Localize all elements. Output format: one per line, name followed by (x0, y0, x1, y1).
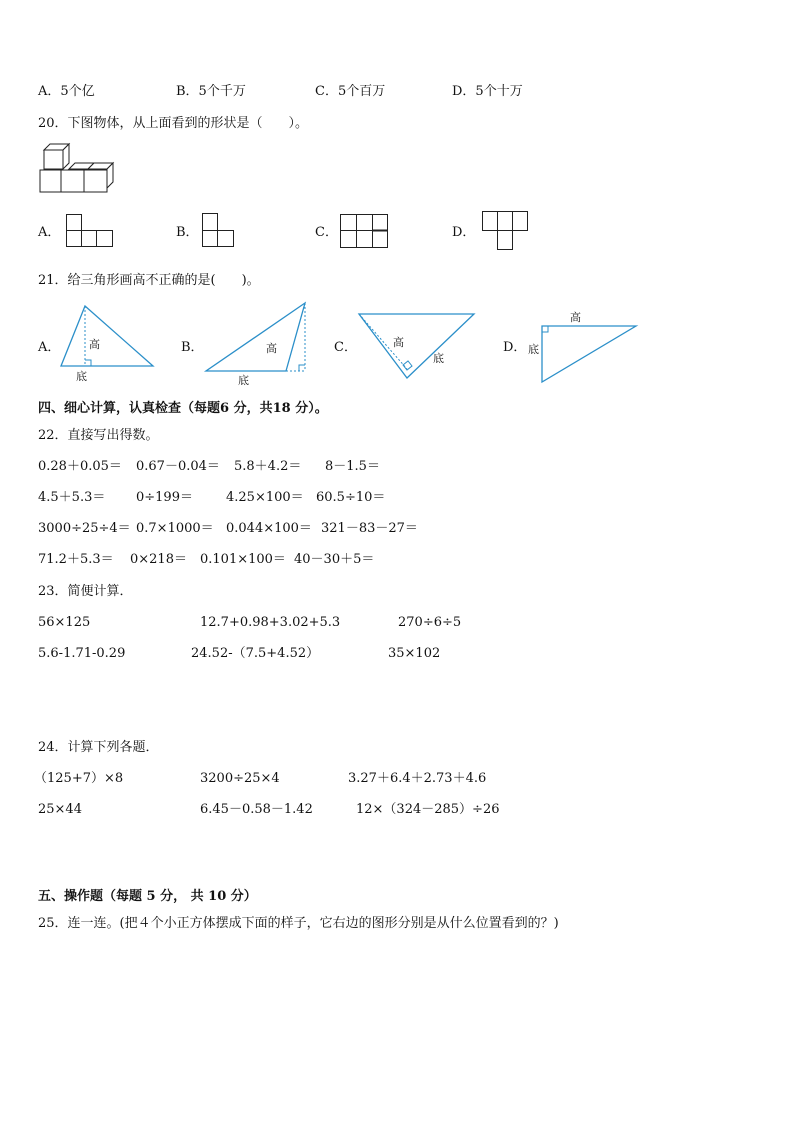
q22-r1-c1: 0.28＋0.05＝ (38, 459, 122, 474)
section5-heading: 五、操作题（每题 5 分， 共 10 分） (38, 889, 257, 904)
q22-r4-c4: 40－30＋5＝ (294, 552, 375, 567)
q21-stem: 21．给三角形画高不正确的是( )。 (38, 273, 260, 288)
cube-stack-figure (38, 142, 112, 196)
q22-r4-c1: 71.2＋5.3＝ (38, 552, 114, 567)
q21-triangle-d (526, 309, 640, 385)
q20-option-a-shape (66, 214, 114, 248)
q20-option-a-label: A． (38, 225, 61, 240)
q22-stem: 22．直接写出得数。 (38, 428, 159, 443)
q20-option-d-shape (482, 211, 530, 251)
q21-a-base-label: 底 (76, 370, 87, 383)
q21-triangle-c (358, 311, 478, 383)
q21-option-d-label: D． (503, 340, 527, 355)
q23-r1-c3: 270÷6÷5 (398, 615, 462, 630)
q24-r1-c2: 3200÷25×4 (200, 771, 280, 786)
q22-r3-c4: 321－83－27＝ (321, 521, 418, 536)
q20-stem: 20．下图物体，从上面看到的形状是（ ）。 (38, 116, 309, 131)
q24-r1-c3: 3.27＋6.4＋2.73＋4.6 (348, 771, 487, 786)
q21-triangle-a (60, 304, 156, 386)
q19-option-d: D．5个十万 (452, 84, 523, 99)
q24-r2-c2: 6.45－0.58－1.42 (200, 802, 313, 817)
q21-option-c-label: C． (334, 340, 357, 355)
q23-stem: 23．简便计算． (38, 584, 133, 599)
q21-b-height-label: 高 (266, 342, 277, 355)
section4-heading: 四、细心计算，认真检查（每题6 分，共18 分）。 (38, 401, 328, 416)
q22-r4-c3: 0.101×100＝ (200, 552, 286, 567)
q22-r3-c1: 3000÷25÷4＝ (38, 521, 131, 536)
q19-option-b: B．5个千万 (176, 84, 246, 99)
q19-option-c: C．5个百万 (315, 84, 386, 99)
q22-r3-c3: 0.044×100＝ (226, 521, 312, 536)
q21-d-height-label: 高 (570, 311, 581, 324)
q21-triangle-b (204, 302, 310, 386)
q24-r2-c3: 12×（324－285）÷26 (356, 802, 500, 817)
q19-option-a: A．5个亿 (38, 84, 95, 99)
q22-r1-c3: 5.8＋4.2＝ (234, 459, 302, 474)
q22-r3-c2: 0.7×1000＝ (136, 521, 214, 536)
q23-r2-c1: 5.6-1.71-0.29 (38, 646, 126, 661)
q22-r1-c4: 8－1.5＝ (325, 459, 380, 474)
q21-c-base-label: 底 (433, 352, 444, 365)
q22-r2-c4: 60.5÷10＝ (316, 490, 386, 505)
q21-b-base-label: 底 (238, 374, 249, 387)
q20-option-b-label: B． (176, 225, 199, 240)
q22-r2-c1: 4.5＋5.3＝ (38, 490, 106, 505)
q20-option-b-shape (202, 213, 236, 249)
q21-d-base-label: 底 (528, 343, 539, 356)
q21-option-b-label: B． (181, 340, 204, 355)
q24-r1-c1: （125+7）×8 (34, 771, 124, 786)
q22-r2-c2: 0÷199＝ (136, 490, 193, 505)
q20-option-c-shape (340, 214, 390, 250)
q21-c-height-label: 高 (393, 336, 404, 349)
q24-r2-c1: 25×44 (38, 802, 82, 817)
q22-r2-c3: 4.25×100＝ (226, 490, 304, 505)
q20-option-c-label: C． (315, 225, 338, 240)
q23-r2-c2: 24.52-（7.5+4.52） (191, 646, 320, 661)
q23-r1-c2: 12.7+0.98+3.02+5.3 (200, 615, 341, 630)
q23-r2-c3: 35×102 (388, 646, 441, 661)
q21-option-a-label: A． (38, 340, 61, 355)
q22-r1-c2: 0.67－0.04＝ (136, 459, 220, 474)
q20-option-d-label: D． (452, 225, 476, 240)
q21-a-height-label: 高 (89, 338, 100, 351)
q25-stem: 25．连一连。(把４个小正方体摆成下面的样子，它右边的图形分别是从什么位置看到的？) (38, 916, 559, 931)
q23-r1-c1: 56×125 (38, 615, 91, 630)
q24-stem: 24．计算下列各题． (38, 740, 159, 755)
q22-r4-c2: 0×218＝ (130, 552, 187, 567)
